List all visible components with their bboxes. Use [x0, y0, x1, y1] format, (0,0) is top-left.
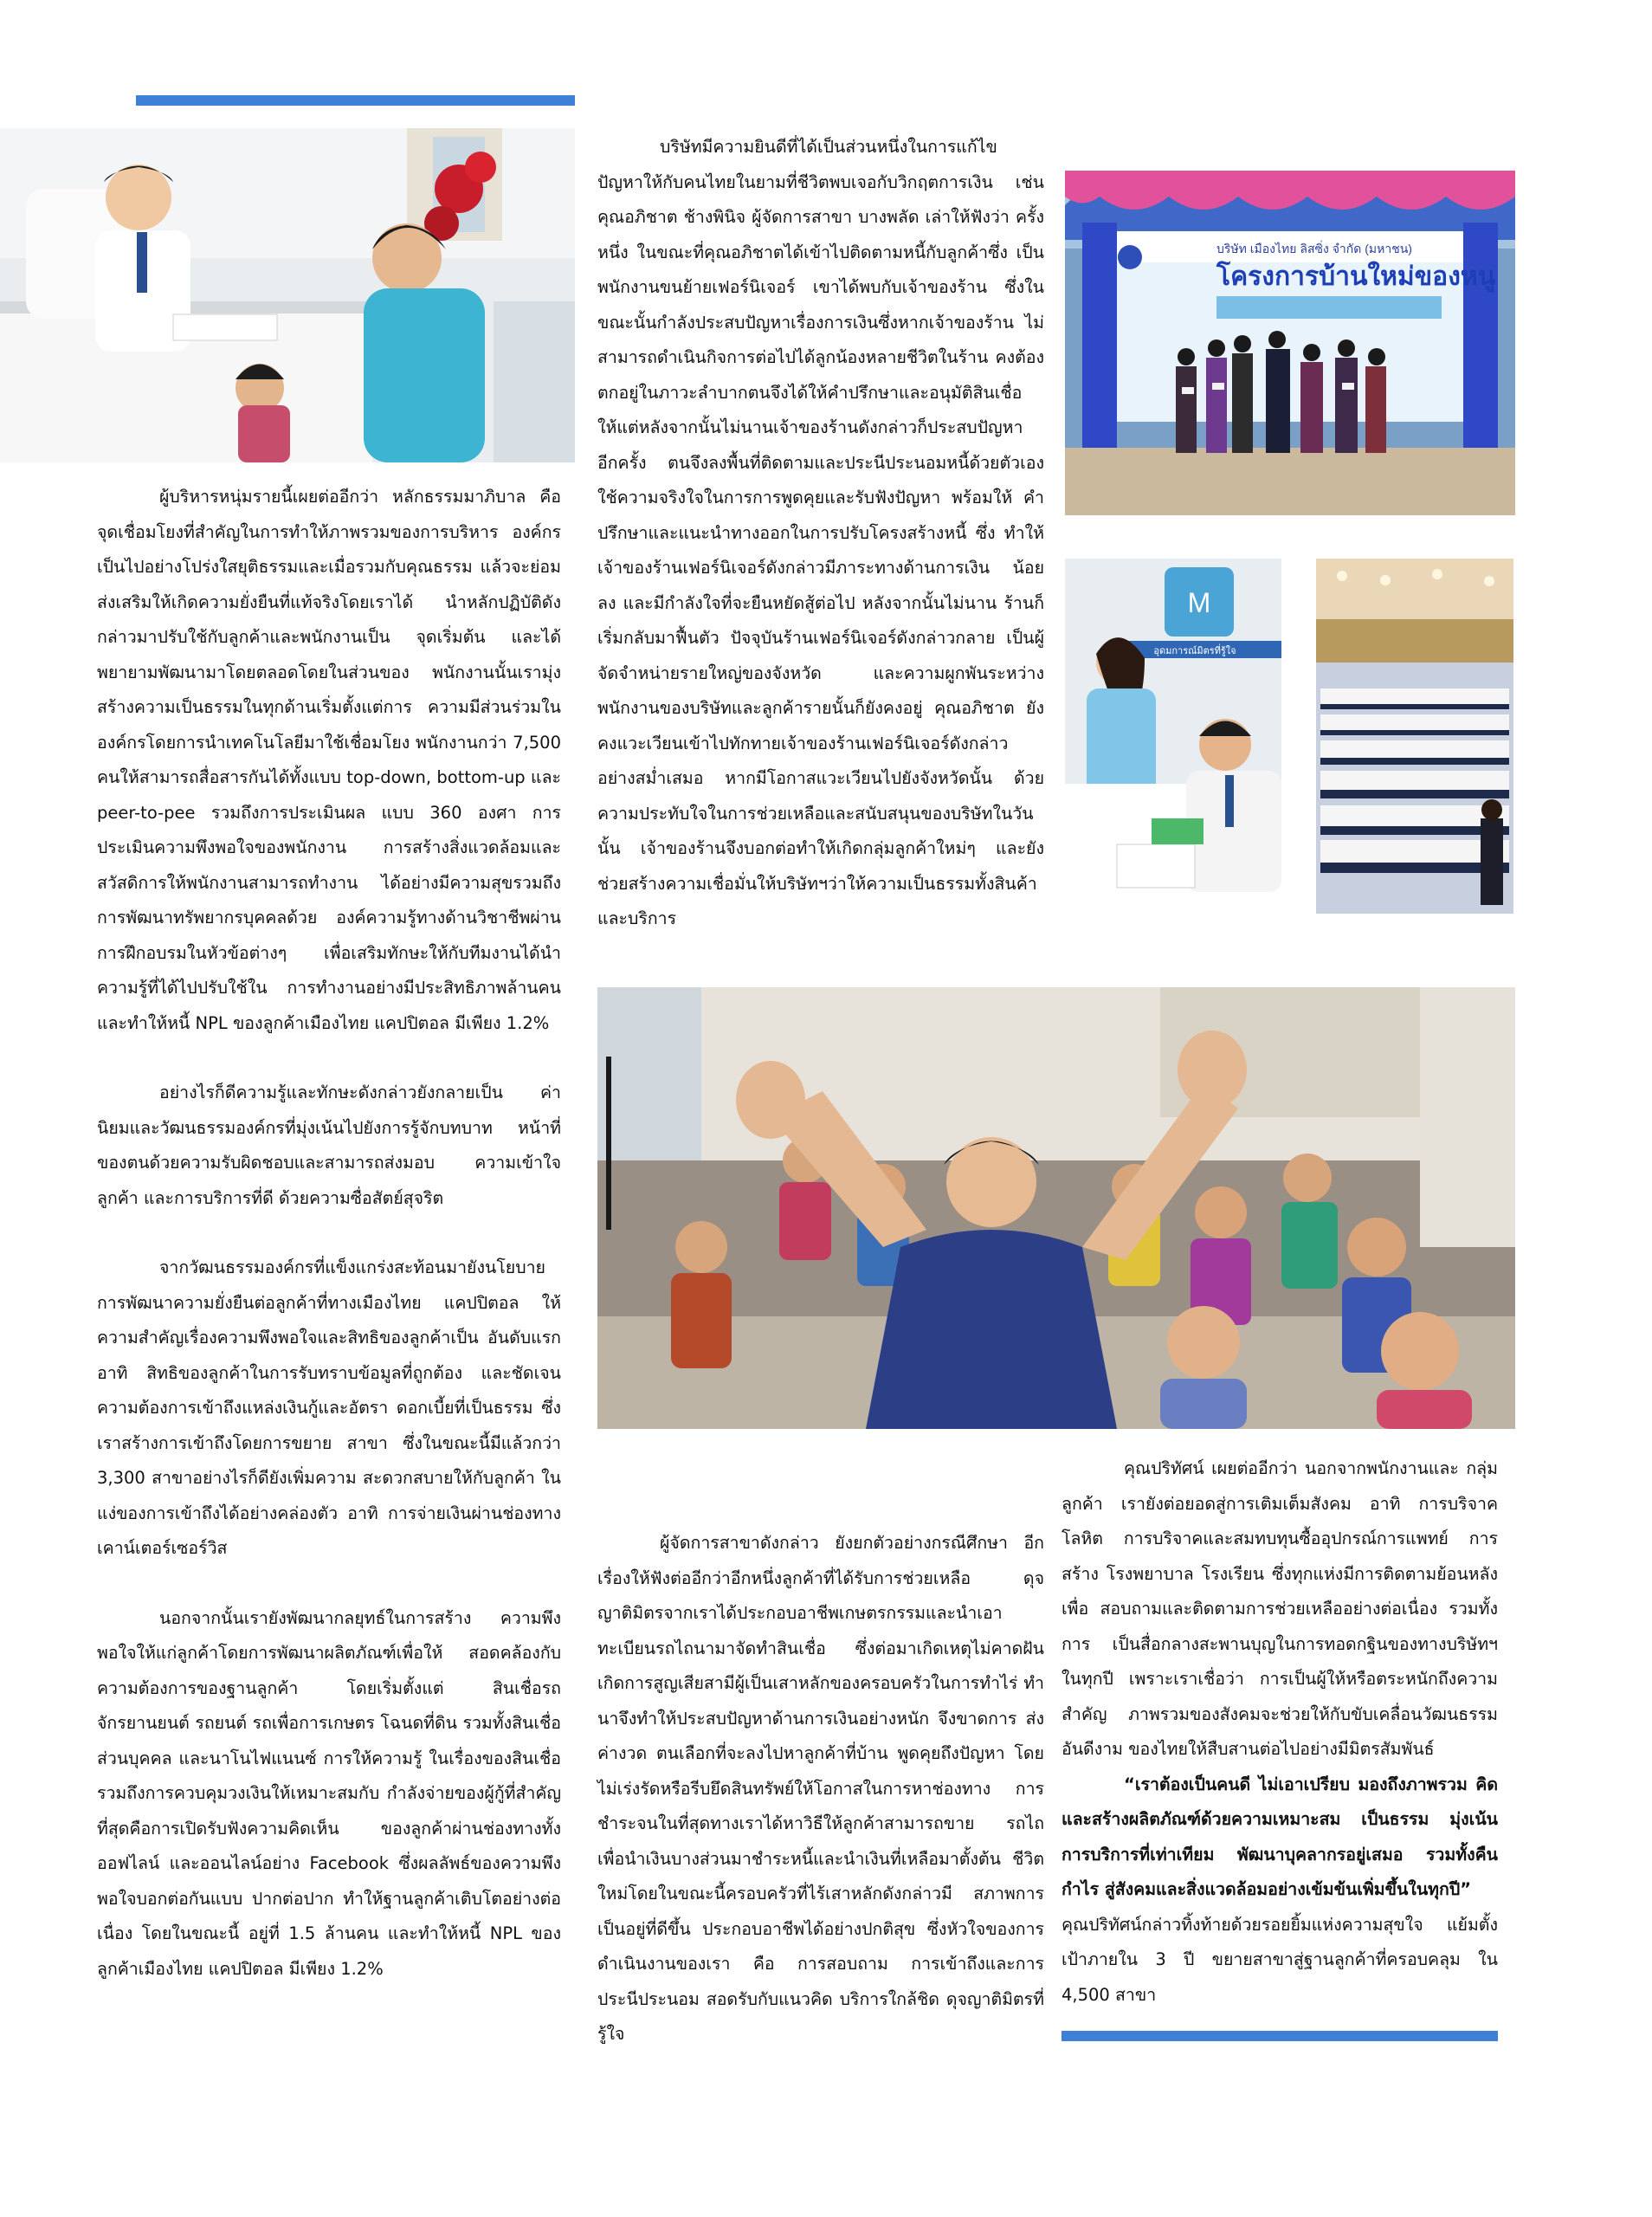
col3-quote: “เราต้องเป็นคนดี ไม่เอาเปรียบ มองถึงภาพรวม คิดและสร้างผลิตภัณฑ์ด้วยความเหมาะสม เป็นธรรม มุ่งเน้น การบริการที่เท่าเทียม พัฒนาบุคลากรอยู่เสมอ รวมทั้งคืนกำไร สู่สังคมและสิ่งแวดล้อมอย่างเข้มข้นเพิ่มขึ้นในทุกปี” — [1062, 1774, 1498, 1899]
col3-intro-paragraph: คุณปริทัศน์ เผยต่ออีกว่า นอกจากพนักงานและ กลุ่มลูกค้า เรายังต่อยอดสู่การเติมเต็มสังคม อาทิ การบริจาคโลหิต การบริจาคและสมทบทุนซื้ออุปกรณ์การแพทย์ การสร้าง โรงพยาบาล โรงเรียน ซึ่งทุกแห่งมีการติดตามย้อนหลังเพื่อ สอบถามและติดตามการช่วยเหลืออย่างต่อเนื่อง รวมทั้งการ เป็นสื่อกลางสะพานบุญในการทอดกฐินของทางบริษัทฯ ในทุกปี เพราะเราเชื่อว่า การเป็นผู้ให้หรือตระหนักถึงความสำคัญ ภาพรวมของสังคมจะช่วยให้กับขับเคลื่อนวัฒนธรรมอันดีงาม ของไทยให้สืบสานต่อไปอย่างมีมิตรสัมพันธ์ — [1062, 1458, 1498, 1759]
children-group-photo — [597, 987, 1515, 1429]
col1-paragraph-4: นอกจากนั้นเรายังพัฒนากลยุทธ์ในการสร้าง ความพึงพอใจให้แก่ลูกค้าโดยการพัฒนาผลิตภัณฑ์เพื่อให้ สอดคล้องกับความต้องการของฐานลูกค้า โดยเริ่มตั้งแต่ สินเชื่อรถจักรยานยนต์ รถยนต์ รถเพื่อการเกษตร โฉนดที่ดิน รวมทั้งสินเชื่อส่วนบุคคล และนาโนไฟแนนซ์ การให้ความรู้ ในเรื่องของสินเชื่อรวมถึงการควบคุมวงเงินให้เหมาะสมกับ กำลังจ่ายของผู้กู้ที่สำคัญที่สุดคือการเปิดรับฟังความคิดเห็น ของลูกค้าผ่านช่องทางทั้ง ออฟไลน์ และออนไลน์อย่าง Facebook ซึ่งผลลัพธ์ของความพึงพอใจบอกต่อกันแบบ ปากต่อปาก ทำให้ฐานลูกค้าเติบโตอย่างต่อเนื่อง โดยในขณะนี้ อยู่ที่ 1.5 ล้านคน และทำให้หนี้ NPL ของลูกค้าเมืองไทย แคปปิตอล มีเพียง 1.2% — [97, 1607, 561, 1979]
staff-counter-banner: อุดมการณ์มิตรที่รู้ใจ — [1153, 646, 1236, 656]
col1-paragraph-1: ผู้บริหารหนุ่มรายนี้เผยต่ออีกว่า หลักธรรมมาภิบาล คือ จุดเชื่อมโยงที่สำคัญในการทำให้ภาพรวมของการบริหาร องค์กรเป็นไปอย่างโปร่งใสยุติธรรมและเมื่อรวมกับคุณธรรม แล้วจะย่อมส่งเสริมให้เกิดความยั่งยืนที่แท้จริงโดยเราได้ นำหลักปฏิบัติดังกล่าวมาปรับใช้กับลูกค้าและพนักงานเป็น จุดเริ่มต้น และได้พยายามพัฒนามาโดยตลอดโดยในส่วนของ พนักงานนั้นเรามุ่งสร้างความเป็นธรรมในทุกด้านเริ่มตั้งแต่การ ความมีส่วนร่วมในองค์กรโดยการนำเทคโนโลยีมาใช้เชื่อมโยง พนักงานกว่า 7,500 คนให้สามารถสื่อสารกันได้ทั้งแบบ top-down, bottom-up และ peer-to-pee รวมถึงการประเมินผล แบบ 360 องศา การประเมินความพึงพอใจของพนักงาน การสร้างสิ่งแวดล้อมและสวัสดิการให้พนักงานสามารถทำงาน ได้อย่างมีความสุขรวมถึงการพัฒนาทรัพยากรบุคคลด้วย องค์ความรู้ทางด้านวิชาชีพผ่านการฝึกอบรมในหัวข้อต่างๆ เพื่อเสริมทักษะให้กับทีมงานได้นำความรู้ที่ได้ไปปรับใช้ใน การทำงานอย่างมีประสิทธิภาพล้านคน และทำให้หนี้ NPL ของลูกค้าเมืองไทย แคปปิตอล มีเพียง 1.2% — [97, 487, 561, 1033]
ceremony-banner-title: โครงการบ้านใหม่ของหนู — [1216, 262, 1496, 291]
column-middle-bottom — [597, 1526, 1044, 2052]
top-accent-bar — [136, 95, 575, 106]
column-left — [97, 480, 561, 1987]
col3-closing-paragraph: คุณปริทัศน์กล่าวทิ้งท้ายด้วยรอยยิ้มแห่งความสุขใจ แย้มตั้งเป้าภายใน 3 ปี ขยายสาขาสู่ฐานลูกค้าที่ครอบคลุม ใน 4,500 สาขา — [1062, 1914, 1498, 2005]
staff-counter-photo — [1065, 559, 1281, 914]
bottom-accent-bar — [1062, 2031, 1498, 2041]
col1-paragraph-2: อย่างไรก็ดีความรู้และทักษะดังกล่าวยังกลายเป็น ค่านิยมและวัฒนธรรมองค์กรที่มุ่งเน้นไปยังการรู้จักบทบาท หน้าที่ของตนด้วยความรับผิดชอบและสามารถส่งมอบ ความเข้าใจลูกค้า และการบริการที่ดี ด้วยความซื่อสัตย์สุจริต — [97, 1083, 561, 1208]
col2-paragraph-2: ผู้จัดการสาขาดังกล่าว ยังยกตัวอย่างกรณีศึกษา อีกเรื่องให้ฟังต่ออีกว่าอีกหนึ่งลูกค้าที่ได้รับการช่วยเหลือ ดุจญาติมิตรจากเราได้ประกอบอาชีพเกษตรกรรมและนำเอา ทะเบียนรถไถนามาจัดทำสินเชื่อ ซึ่งต่อมาเกิดเหตุไม่คาดฝัน เกิดการสูญเสียสามีผู้เป็นเสาหลักของครอบครัวในการทำไร่ ทำนาจึงทำให้ประสบปัญหาด้านการเงินอย่างหนัก จึงขาดการ ส่งค่างวด ตนเลือกที่จะลงไปหาลูกค้าที่บ้าน พูดคุยถึงปัญหา โดยไม่เร่งรัดหรือรีบยึดสินทรัพย์ให้โอกาสในการหาช่องทาง การชำระจนในที่สุดทางเราได้หาวิธีให้ลูกค้าสามารถขาย รถไถเพื่อนำเงินบางส่วนมาชำระหนี้และนำเงินที่เหลือมาตั้งต้น ชีวิตใหม่โดยในขณะนี้ครอบครัวที่ไร้เสาหลักดังกล่าวมี สภาพการเป็นอยู่ที่ดีขึ้น ประกอบอาชีพได้อย่างปกติสุข ซึ่งหัวใจของการดำเนินงานของเรา คือ การสอบถาม การเข้าถึงและการประนีประนอม สอดรับกับแนวคิด บริการใกล้ชิด ดุจญาติมิตรที่รู้ใจ — [597, 1533, 1044, 2044]
office-meeting-photo — [0, 128, 575, 462]
ceremony-company-name: บริษัท เมืองไทย ลิสซิ่ง จำกัด (มหาชน) — [1216, 242, 1412, 255]
assembly-hall-photo — [1316, 559, 1513, 914]
column-right — [1062, 1451, 1498, 2013]
column-middle-top — [597, 130, 1044, 937]
col1-paragraph-3: จากวัฒนธรรมองค์กรที่แข็งแกร่งสะท้อนมายังนโยบาย การพัฒนาความยั่งยืนต่อลูกค้าที่ทางเมืองไทย แคปปิตอล ให้ความสำคัญเรื่องความพึงพอใจและสิทธิของลูกค้าเป็น อันดับแรก อาทิ สิทธิของลูกค้าในการรับทราบข้อมูลที่ถูกต้อง และชัดเจน ความต้องการเข้าถึงแหล่งเงินกู้และอัตรา ดอกเบี้ยที่เป็นธรรม ซึ่งเราสร้างการเข้าถึงโดยการขยาย สาขา ซึ่งในขณะนี้มีแล้วกว่า 3,300 สาขาอย่างไรก็ดียังเพิ่มความ สะดวกสบายให้กับลูกค้า ในแง่ของการเข้าถึงได้อย่างคล่องตัว อาทิ การจ่ายเงินผ่านช่องทางเคาน์เตอร์เซอร์วิส — [97, 1257, 561, 1558]
col2-paragraph-1: บริษัทมีความยินดีที่ได้เป็นส่วนหนึ่งในการแก้ไข ปัญหาให้กับคนไทยในยามที่ชีวิตพบเจอกับวิกฤตการเงิน เช่น คุณอภิชาต ช้างพินิจ ผู้จัดการสาขา บางพลัด เล่าให้ฟังว่า ครั้งหนึ่ง ในขณะที่คุณอภิชาตได้เข้าไปติดตามหนี้กับลูกค้าซึ่ง เป็นพนักงานขนย้ายเฟอร์นิเจอร์ เขาได้พบกับเจ้าของร้าน ซึ่งในขณะนั้นกำลังประสบปัญหาเรื่องการเงินซึ่งหากเจ้าของร้าน ไม่สามารถดำเนินกิจการต่อไปได้ลูกน้องหลายชีวิตในร้าน คงต้องตกอยู่ในภาวะลำบากตนจึงได้ให้คำปรึกษาและอนุมัติสินเชื่อ ให้แต่หลังจากนั้นไม่นานเจ้าของร้านดังกล่าวก็ประสบปัญหา อีกครั้ง ตนจึงลงพื้นที่ติดตามและประนีประนอมหนี้ด้วยตัวเอง ใช้ความจริงใจในการการพูดคุยและรับฟังปัญหา พร้อมให้ คำปรึกษาและแนะนำทางออกในการปรับโครงสร้างหนี้ ซึ่ง ทำให้เจ้าของร้านเฟอร์นิเจอร์ดังกล่าวมีภาระทางด้านการเงิน น้อยลง และมีกำลังใจที่จะยืนหยัดสู้ต่อไป หลังจากนั้นไม่นาน ร้านก็เริ่มกลับมาฟื้นตัว ปัจจุบันร้านเฟอร์นิเจอร์ดังกล่าวกลาย เป็นผู้จัดจำหน่ายรายใหญ่ของจังหวัด และความผูกพันระหว่าง พนักงานของบริษัทและลูกค้ารายนั้นก็ยังคงอยู่ คุณอภิชาต ยังคงแวะเวียนเข้าไปทักทายเจ้าของร้านเฟอร์นิเจอร์ดังกล่าว อย่างสม่ำเสมอ หากมีโอกาสแวะเวียนไปยังจังหวัดนั้น ด้วย ความประทับใจในการช่วยเหลือและสนับสนุนของบริษัทในวัน นั้น เจ้าของร้านจึงบอกต่อทำให้เกิดกลุ่มลูกค้าใหม่ๆ และยัง ช่วยสร้างความเชื่อมั่นให้บริษัทฯว่าให้ความเป็นธรรมทั้งสินค้า และบริการ — [597, 137, 1044, 928]
ceremony-stage-photo — [1065, 171, 1515, 515]
svg-text:M: M — [1187, 587, 1211, 618]
